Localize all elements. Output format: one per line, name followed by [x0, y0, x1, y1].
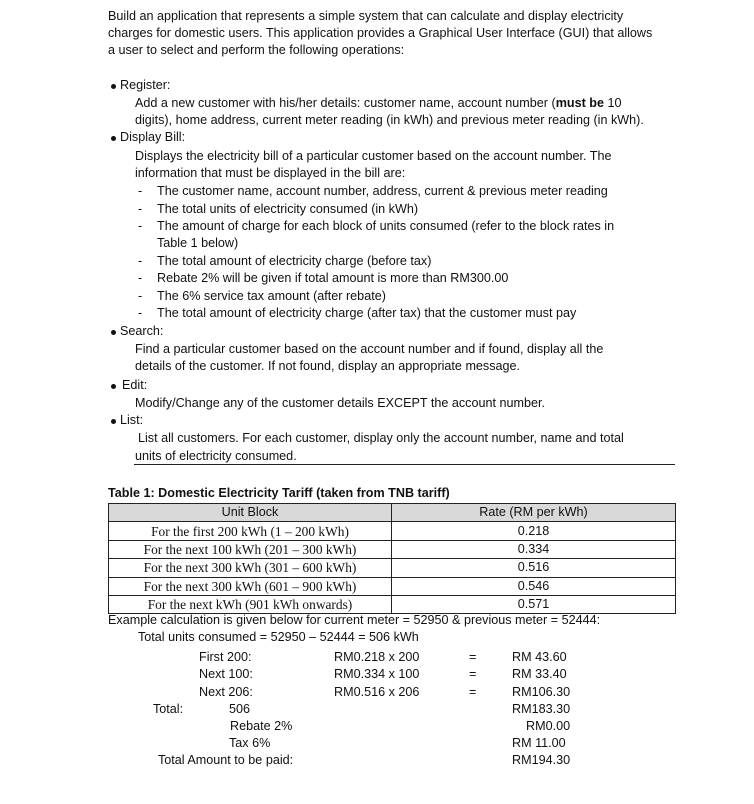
table-row	[109, 522, 676, 540]
calc-equals: =	[469, 685, 477, 699]
edit-desc: Modify/Change any of the customer details EXCEPT the account number.	[135, 396, 545, 410]
bill-item: The total units of electricity consumed (in kWh)	[157, 202, 419, 216]
bill-item: The customer name, account number, address, current & previous meter reading	[157, 184, 608, 198]
display-bill-desc: Displays the electricity bill of a particular customer based on the account number. The	[135, 149, 612, 163]
register-text: 10	[603, 96, 622, 110]
calc-amount: RM106.30	[512, 685, 571, 699]
bullet-icon	[111, 84, 116, 89]
bill-item: The amount of charge for each block of units consumed (refer to the block rates in	[157, 219, 615, 233]
rebate-label: Rebate 2%	[230, 719, 293, 733]
pay-label: Total Amount to be paid:	[158, 753, 294, 767]
table-cell-rate: 0.571	[392, 595, 676, 613]
table-header-cell: Unit Block	[109, 504, 392, 522]
dash-icon: -	[138, 289, 143, 303]
table-cell-rate: 0.218	[392, 522, 676, 540]
pay-amount: RM194.30	[512, 753, 571, 767]
search-desc: details of the customer. If not found, display an appropriate message.	[135, 359, 521, 373]
calc-label: Next 100:	[199, 667, 253, 681]
list-desc: List all customers. For each customer, display only the account number, name and total	[138, 431, 624, 445]
table-row	[109, 540, 676, 558]
calc-expression: RM0.218 x 200	[334, 650, 420, 664]
calc-equals: =	[469, 650, 477, 664]
calc-equals: =	[469, 667, 477, 681]
bullet-icon	[111, 136, 116, 141]
table-cell-rate: 0.334	[392, 540, 676, 558]
table-cell-rate: 0.516	[392, 559, 676, 577]
dash-icon: -	[138, 271, 143, 285]
intro-line: Build an application that represents a simple system that can calculate and display electricity	[108, 9, 624, 23]
list-heading: List:	[120, 413, 144, 427]
dash-icon: -	[138, 306, 143, 320]
register-desc-line: digits), home address, current meter reading (in kWh) and previous meter reading (in kWh).	[135, 113, 644, 127]
total-label: Total:	[153, 702, 184, 716]
bill-item: Table 1 below)	[157, 236, 239, 250]
bullet-icon	[111, 384, 116, 389]
table-cell-rate: 0.546	[392, 577, 676, 595]
dash-icon: -	[138, 219, 143, 233]
table-header-row	[109, 504, 676, 522]
tax-label: Tax 6%	[229, 736, 271, 750]
rebate-amount: RM0.00	[526, 719, 571, 733]
table-cell-block: For the next kWh (901 kWh onwards)	[109, 595, 392, 613]
search-heading: Search:	[120, 324, 164, 338]
bullet-icon	[111, 419, 116, 424]
total-units-value: 506	[229, 702, 251, 716]
edit-heading: Edit:	[122, 378, 148, 392]
table-cell-block: For the next 100 kWh (201 – 300 kWh)	[109, 540, 392, 558]
table-cell-block: For the first 200 kWh (1 – 200 kWh)	[109, 522, 392, 540]
bill-item: The 6% service tax amount (after rebate)	[157, 289, 386, 303]
search-desc: Find a particular customer based on the account number and if found, display all the	[135, 342, 604, 356]
calc-label: Next 206:	[199, 685, 253, 699]
intro-line: a user to select and perform the following operations:	[108, 43, 405, 57]
table-cell-block: For the next 300 kWh (601 – 900 kWh)	[109, 577, 392, 595]
calc-label: First 200:	[199, 650, 252, 664]
calc-expression: RM0.516 x 206	[334, 685, 420, 699]
dash-icon: -	[138, 254, 143, 268]
calc-amount: RM 33.40	[512, 667, 567, 681]
register-text: Add a new customer with his/her details: customer name, account number (	[135, 96, 556, 110]
bill-item: The total amount of electricity charge (after tax) that the customer must pay	[157, 306, 577, 320]
display-bill-desc: information that must be displayed in the bill are:	[135, 166, 406, 180]
register-desc-line	[135, 95, 622, 113]
table-row	[109, 559, 676, 577]
divider-line	[134, 464, 675, 465]
total-amount: RM183.30	[512, 702, 571, 716]
dash-icon: -	[138, 202, 143, 216]
calc-amount: RM 43.60	[512, 650, 567, 664]
dash-icon: -	[138, 184, 143, 198]
list-desc: units of electricity consumed.	[135, 449, 297, 463]
tariff-table	[108, 503, 676, 614]
example-total-units: Total units consumed = 52950 – 52444 = 506 kWh	[138, 630, 419, 644]
display-bill-heading: Display Bill:	[120, 130, 186, 144]
table-header-cell: Rate (RM per kWh)	[392, 504, 676, 522]
bill-item: The total amount of electricity charge (before tax)	[157, 254, 432, 268]
calc-expression: RM0.334 x 100	[334, 667, 420, 681]
register-heading: Register:	[120, 78, 171, 92]
tax-amount: RM 11.00	[512, 736, 566, 750]
register-emphasis: must be	[555, 96, 604, 110]
table-cell-block: For the next 300 kWh (301 – 600 kWh)	[109, 559, 392, 577]
bill-item: Rebate 2% will be given if total amount is more than RM300.00	[157, 271, 509, 285]
example-intro: Example calculation is given below for current meter = 52950 & previous meter = 52444:	[108, 613, 601, 627]
intro-line: charges for domestic users. This application provides a Graphical User Interface (GUI) that allows	[108, 26, 653, 40]
table-row	[109, 577, 676, 595]
table-caption: Table 1: Domestic Electricity Tariff (taken from TNB tariff)	[108, 486, 450, 500]
bullet-icon	[111, 330, 116, 335]
